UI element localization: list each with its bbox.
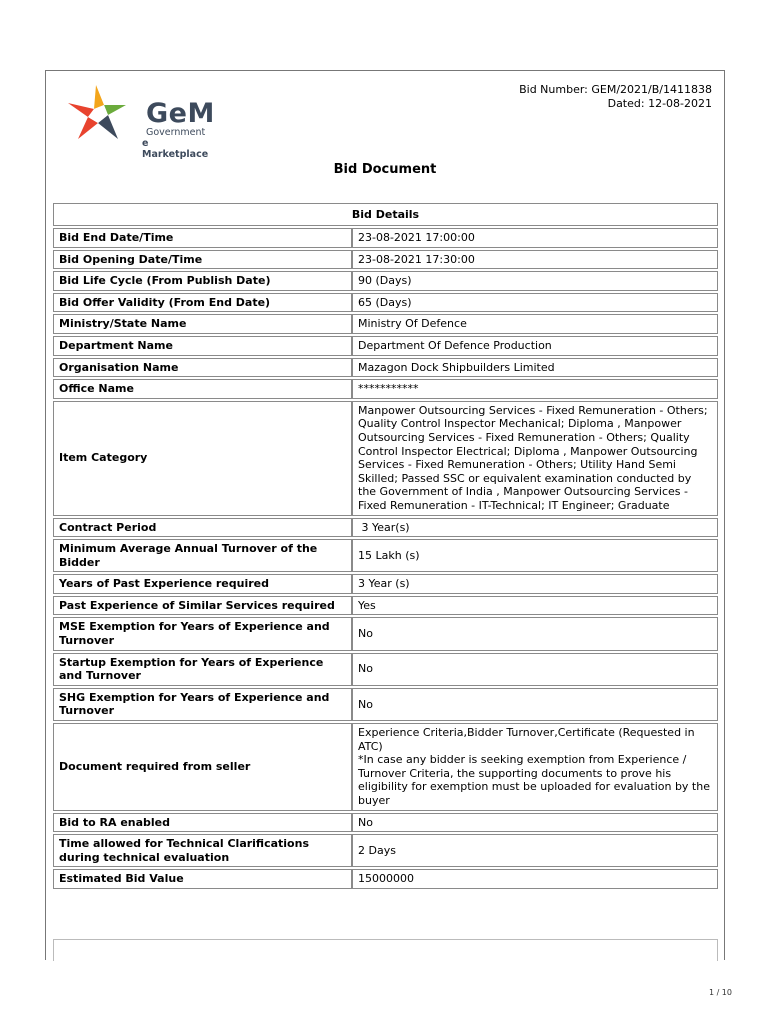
row-value: No: [352, 813, 718, 833]
row-value: ***********: [352, 379, 718, 399]
row-value: Manpower Outsourcing Services - Fixed Remuneration - Others; Quality Control Inspector Mechanical; Diploma , Manpower Outsourcing Services - Fixed Remuneration - Others; Quality Control Inspector Electrical; Diploma , Manpower Outsourcing Services - Fixed Remuneration - Others; Utility Hand Semi Skilled; Passed SSC or equivalent examination conducted by the Government of India , Manpower Outsourcing Services - Fixed Remuneration - IT-Technical; IT Engineer; Graduate: [352, 401, 718, 516]
row-value: Ministry Of Defence: [352, 314, 718, 334]
table-row: [53, 539, 718, 572]
row-label: Time allowed for Technical Clarifications during technical evaluation: [53, 834, 352, 867]
table-row: [53, 723, 718, 811]
row-label: Department Name: [53, 336, 352, 356]
row-label: Item Category: [53, 401, 352, 516]
row-label: Estimated Bid Value: [53, 869, 352, 889]
table-row: [53, 688, 718, 721]
row-label: Document required from seller: [53, 723, 352, 811]
row-value: Yes: [352, 596, 718, 616]
row-value: Department Of Defence Production: [352, 336, 718, 356]
table-row: [53, 336, 718, 356]
table-row: [53, 869, 718, 889]
table-row: [53, 314, 718, 334]
table-row: [53, 574, 718, 594]
gem-star-icon: [64, 83, 134, 143]
row-label: SHG Exemption for Years of Experience and Turnover: [53, 688, 352, 721]
row-value: Experience Criteria,Bidder Turnover,Certificate (Requested in ATC) *In case any bidder is seeking exemption from Experience / Turnover Criteria, the supporting documents to prove his eligibility for exemption must be uploaded for evaluation by the buyer: [352, 723, 718, 811]
bid-details-table: [53, 201, 718, 891]
row-label: Ministry/State Name: [53, 314, 352, 334]
row-label: Organisation Name: [53, 358, 352, 378]
row-value: No: [352, 653, 718, 686]
next-section-box: [53, 939, 718, 961]
row-label: Contract Period: [53, 518, 352, 538]
table-row: [53, 401, 718, 516]
table-heading: Bid Details: [53, 203, 718, 226]
table-row: [53, 358, 718, 378]
row-value: Mazagon Dock Shipbuilders Limited: [352, 358, 718, 378]
logo-line1: Government: [146, 127, 206, 138]
table-row: [53, 293, 718, 313]
row-label: Bid Offer Validity (From End Date): [53, 293, 352, 313]
table-row: [53, 271, 718, 291]
page-indicator: 1 / 10: [708, 988, 732, 997]
table-row: [53, 228, 718, 248]
row-value: 23-08-2021 17:30:00: [352, 250, 718, 270]
table-row: [53, 250, 718, 270]
bid-meta: [519, 83, 712, 111]
row-label: Office Name: [53, 379, 352, 399]
row-value: 2 Days: [352, 834, 718, 867]
row-label: Minimum Average Annual Turnover of the Bidder: [53, 539, 352, 572]
row-label: Bid Life Cycle (From Publish Date): [53, 271, 352, 291]
document-page: [45, 70, 725, 960]
row-value: No: [352, 617, 718, 650]
row-label: MSE Exemption for Years of Experience and Turnover: [53, 617, 352, 650]
gem-logo: [64, 83, 215, 160]
table-row: [53, 653, 718, 686]
row-value: 23-08-2021 17:00:00: [352, 228, 718, 248]
logo-name: GeM: [146, 98, 215, 129]
logo-line2: e Marketplace: [142, 138, 209, 160]
document-title: Bid Document: [333, 162, 437, 177]
table-row: [53, 379, 718, 399]
row-label: Bid End Date/Time: [53, 228, 352, 248]
row-label: Past Experience of Similar Services required: [53, 596, 352, 616]
row-label: Bid Opening Date/Time: [53, 250, 352, 270]
row-label: Years of Past Experience required: [53, 574, 352, 594]
row-label: Bid to RA enabled: [53, 813, 352, 833]
table-row: [53, 518, 718, 538]
table-row: [53, 813, 718, 833]
row-value: 90 (Days): [352, 271, 718, 291]
row-value: 3 Year (s): [352, 574, 718, 594]
table-row: [53, 834, 718, 867]
bid-dated: Dated: 12-08-2021: [607, 97, 712, 110]
row-value: 3 Year(s): [352, 518, 718, 538]
row-value: 15 Lakh (s): [352, 539, 718, 572]
row-value: 15000000: [352, 869, 718, 889]
row-label: Startup Exemption for Years of Experience and Turnover: [53, 653, 352, 686]
row-value: No: [352, 688, 718, 721]
table-row: [53, 617, 718, 650]
table-row: [53, 596, 718, 616]
bid-number: Bid Number: GEM/2021/B/1411838: [519, 83, 712, 96]
row-value: 65 (Days): [352, 293, 718, 313]
